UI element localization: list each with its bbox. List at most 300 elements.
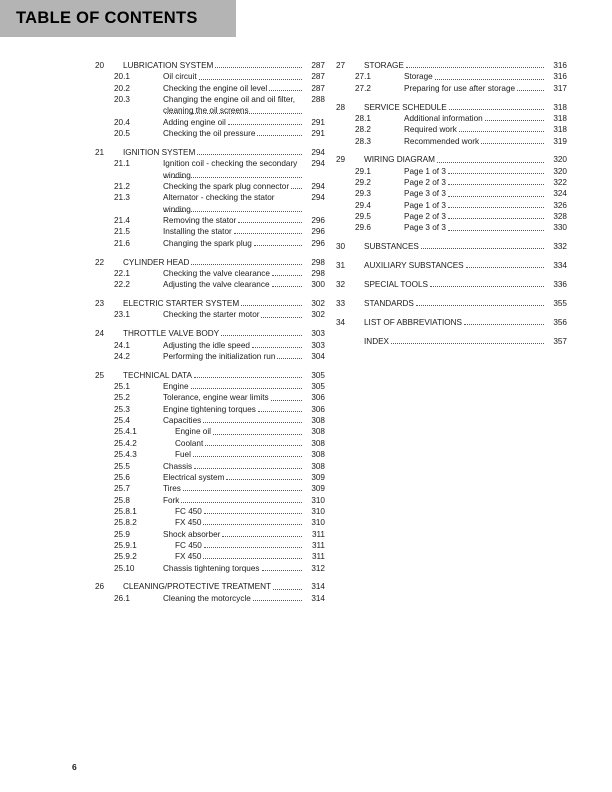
toc-entry-title: Adding engine oil <box>163 117 226 127</box>
toc-entry-title-wrap <box>163 128 303 139</box>
toc-entry-number: 29.6 <box>355 223 371 233</box>
toc-entry[interactable] <box>95 415 325 426</box>
dot-leader <box>199 71 302 82</box>
toc-entry-title: Checking the engine oil level <box>163 83 268 93</box>
toc-entry-number: 21.1 <box>114 159 130 169</box>
toc-entry-number: 20.2 <box>114 83 130 93</box>
toc-entry-title: Required work <box>404 125 457 135</box>
toc-entry-title: Page 3 of 3 <box>404 223 446 233</box>
toc-entry-number: 25.4.1 <box>114 427 137 437</box>
dot-leader <box>228 117 302 128</box>
toc-entry-title: Coolant <box>175 438 204 448</box>
toc-entry-title: Page 2 of 3 <box>404 212 446 222</box>
toc-entry-number: 22 <box>95 257 105 267</box>
dot-leader <box>181 495 302 506</box>
toc-entry[interactable] <box>95 495 325 506</box>
toc-entry[interactable] <box>95 449 325 460</box>
toc-entry-number: 25.3 <box>114 404 130 414</box>
toc-entry-number: 25.6 <box>114 472 130 482</box>
toc-entry[interactable] <box>95 581 325 592</box>
toc-entry-number: 27.1 <box>355 72 371 82</box>
toc-column-right <box>336 60 567 347</box>
dot-leader <box>435 71 544 82</box>
dot-leader <box>406 60 544 71</box>
toc-entry-number: 34 <box>336 317 346 327</box>
toc-entry-title: AUXILIARY SUBSTANCES <box>364 261 464 271</box>
toc-entry-page: 320 <box>553 166 567 176</box>
toc-entry-title-wrap <box>163 404 303 415</box>
toc-entry-page: 314 <box>311 593 325 603</box>
toc-entry-page: 311 <box>311 552 325 562</box>
dot-leader <box>485 113 544 124</box>
toc-entry[interactable] <box>95 370 325 381</box>
toc-entry-title: ELECTRIC STARTER SYSTEM <box>123 299 240 309</box>
toc-entry[interactable] <box>336 211 567 222</box>
toc-entry[interactable] <box>95 351 325 362</box>
toc-entry-page: 302 <box>311 310 325 320</box>
toc-entry-number: 21.6 <box>114 238 130 248</box>
toc-entry[interactable] <box>336 154 567 165</box>
dot-leader <box>221 328 302 339</box>
toc-entry-title: Additional information <box>404 113 483 123</box>
toc-entry[interactable] <box>95 298 325 309</box>
toc-entry[interactable] <box>95 563 325 574</box>
toc-entry-number: 25.7 <box>114 484 130 494</box>
dot-leader <box>517 83 544 94</box>
toc-entry-number: 29 <box>336 155 346 165</box>
toc-entry-title-wrap <box>404 200 545 211</box>
toc-entry-page: 287 <box>311 61 325 70</box>
toc-entry-page: 322 <box>553 178 567 188</box>
toc-entry-title: SUBSTANCES <box>364 242 419 252</box>
toc-entry-number: 24.1 <box>114 340 130 350</box>
toc-entry[interactable] <box>336 71 567 82</box>
toc-entry-title-wrap <box>163 483 303 494</box>
toc-entry-number: 20.1 <box>114 72 130 82</box>
toc-entry-title: SPECIAL TOOLS <box>364 280 429 289</box>
toc-entry-title: LUBRICATION SYSTEM <box>123 61 214 70</box>
toc-entry-page: 291 <box>311 117 325 127</box>
toc-entry-page: 308 <box>311 450 325 460</box>
toc-entry[interactable] <box>336 60 567 71</box>
dot-leader <box>449 102 544 113</box>
toc-entry[interactable] <box>95 181 325 192</box>
toc-entry-number: 25.10 <box>114 563 135 573</box>
toc-entry-number: 29.5 <box>355 212 371 222</box>
dot-leader <box>291 181 302 192</box>
toc-entry-number: 33 <box>336 298 346 308</box>
toc-entry[interactable] <box>336 317 567 328</box>
toc-entry[interactable] <box>336 166 567 177</box>
toc-entry[interactable] <box>336 298 567 309</box>
toc-entry-page: 328 <box>553 212 567 222</box>
toc-entry-title: Tolerance, engine wear limits <box>163 393 269 403</box>
dot-leader <box>203 551 302 562</box>
toc-entry-title-wrap <box>163 495 303 506</box>
toc-entry-title-wrap <box>163 551 303 562</box>
toc-entry-title: Installing the stator <box>163 227 232 237</box>
toc-entry-title-wrap <box>163 215 303 226</box>
toc-entry-page: 306 <box>311 393 325 403</box>
toc-entry[interactable] <box>95 192 325 215</box>
toc-entry[interactable] <box>95 158 325 181</box>
toc-entry-title-wrap <box>123 147 303 158</box>
dot-leader <box>261 309 302 320</box>
toc-entry-title-wrap <box>163 563 303 574</box>
toc-entry-number: 27.2 <box>355 83 371 93</box>
toc-entry-title-wrap <box>163 192 303 215</box>
toc-entry-title-wrap <box>404 177 545 188</box>
toc-entry-title: WIRING DIAGRAM <box>364 155 435 165</box>
toc-entry-title: Capacities <box>163 416 202 426</box>
dot-leader <box>391 336 544 347</box>
dot-leader <box>269 83 302 94</box>
toc-entry[interactable] <box>95 551 325 562</box>
toc-entry-title: Performing the initialization run <box>163 351 276 361</box>
dot-leader <box>273 581 302 592</box>
dot-leader <box>226 472 302 483</box>
toc-entry[interactable] <box>95 461 325 472</box>
toc-entry-number: 20.5 <box>114 129 130 139</box>
toc-entry-title: Page 1 of 3 <box>404 166 446 176</box>
toc-entry-title-wrap <box>404 188 545 199</box>
toc-entry-title-wrap <box>404 71 545 82</box>
toc-entry-title-wrap <box>163 279 303 290</box>
toc-entry-title: INDEX <box>364 336 390 346</box>
toc-entry[interactable] <box>336 188 567 199</box>
toc-entry-page: 317 <box>553 83 567 93</box>
toc-entry-page: 316 <box>553 72 567 82</box>
toc-entry-number: 25.5 <box>114 461 130 471</box>
toc-entry-title-wrap <box>163 268 303 279</box>
toc-entry-page: 310 <box>311 518 325 528</box>
toc-entry[interactable] <box>336 241 567 252</box>
toc-entry[interactable] <box>336 336 567 347</box>
toc-entry-page: 357 <box>553 336 567 346</box>
toc-entry-page: 308 <box>311 438 325 448</box>
toc-entry[interactable] <box>95 268 325 279</box>
toc-entry[interactable] <box>95 483 325 494</box>
toc-entry-page: 305 <box>311 382 325 392</box>
dot-leader <box>241 298 302 309</box>
toc-entry-title: Page 3 of 3 <box>404 189 446 199</box>
toc-entry-number: 30 <box>336 242 346 252</box>
toc-entry-number: 22.2 <box>114 280 130 290</box>
dot-leader <box>430 279 544 290</box>
toc-entry-number: 21.5 <box>114 227 130 237</box>
toc-entry-title-wrap <box>163 529 303 540</box>
toc-entry-title-wrap <box>163 517 303 528</box>
toc-entry[interactable] <box>95 226 325 237</box>
toc-entry-page: 294 <box>311 159 325 169</box>
toc-entry-title-wrap <box>404 222 545 233</box>
toc-entry-title: CLEANING/PROTECTIVE TREATMENT <box>123 582 271 592</box>
toc-entry-title-wrap <box>364 260 545 271</box>
dot-leader <box>459 124 544 135</box>
toc-entry-title-wrap <box>163 540 303 551</box>
toc-entry[interactable] <box>95 340 325 351</box>
toc-entry-title: Fork <box>163 495 180 505</box>
dot-leader <box>277 351 302 362</box>
toc-entry-page: 306 <box>311 404 325 414</box>
toc-entry-title: Changing the engine oil and oil filter, cleaning the oil screens <box>163 95 296 116</box>
toc-entry-title: Recommended work <box>404 136 480 146</box>
toc-entry[interactable] <box>95 71 325 82</box>
toc-entry[interactable] <box>95 593 325 604</box>
toc-entry-title-wrap <box>364 336 545 347</box>
toc-entry-page: 314 <box>311 582 325 592</box>
toc-entry-title-wrap <box>163 83 303 94</box>
toc-entry-page: 320 <box>553 155 567 165</box>
toc-entry-number: 25.4.3 <box>114 450 137 460</box>
toc-entry-number: 20 <box>95 61 105 70</box>
toc-entry-title: Checking the valve clearance <box>163 268 270 278</box>
toc-entry-page: 316 <box>553 61 567 70</box>
toc-entry[interactable] <box>95 147 325 158</box>
toc-entry[interactable] <box>95 94 325 117</box>
toc-entry-number: 27 <box>336 61 346 70</box>
toc-entry-title: Checking the oil pressure <box>163 129 256 139</box>
toc-entry-title: STORAGE <box>364 61 404 70</box>
toc-entry-title-wrap <box>163 593 303 604</box>
toc-entry[interactable] <box>95 472 325 483</box>
toc-entry-title: Fuel <box>175 450 191 460</box>
toc-entry-title: Oil circuit <box>163 72 197 82</box>
toc-entry-number: 21.2 <box>114 181 130 191</box>
toc-entry-number: 21.4 <box>114 215 130 225</box>
toc-entry-title-wrap <box>163 158 303 181</box>
toc-entry-title: Chassis <box>163 461 193 471</box>
toc-entry-page: 355 <box>553 298 567 308</box>
toc-entry-title-wrap <box>123 298 303 309</box>
toc-entry[interactable] <box>95 279 325 290</box>
toc-entry-title-wrap <box>364 241 545 252</box>
toc-entry-title-wrap <box>163 181 303 192</box>
toc-entry-number: 25.8 <box>114 495 130 505</box>
toc-entry[interactable] <box>336 113 567 124</box>
toc-entry-title-wrap <box>163 415 303 426</box>
toc-entry-page: 303 <box>311 340 325 350</box>
toc-entry[interactable] <box>95 83 325 94</box>
toc-entry-page: 318 <box>553 102 567 112</box>
toc-entry[interactable] <box>95 381 325 392</box>
toc-entry[interactable] <box>95 128 325 139</box>
toc-entry-title-wrap <box>364 60 545 71</box>
toc-entry-page: 291 <box>311 129 325 139</box>
toc-entry-title-wrap <box>123 328 303 339</box>
toc-entry-title-wrap <box>404 113 545 124</box>
toc-entry-title: Cleaning the motorcycle <box>163 593 251 603</box>
toc-entry-page: 356 <box>553 317 567 327</box>
toc-entry[interactable] <box>336 177 567 188</box>
toc-entry[interactable] <box>336 136 567 147</box>
toc-entry[interactable] <box>95 517 325 528</box>
toc-entry-number: 25.8.1 <box>114 506 137 516</box>
toc-entry-page: 309 <box>311 484 325 494</box>
toc-entry-page: 294 <box>311 193 325 203</box>
toc-entry-title: Preparing for use after storage <box>404 83 516 93</box>
toc-entry-number: 29.1 <box>355 166 371 176</box>
dot-leader <box>215 60 302 71</box>
toc-entry-page: 308 <box>311 427 325 437</box>
toc-entry-title-wrap <box>364 317 545 328</box>
toc-entry-title-wrap <box>163 238 303 249</box>
toc-entry-page: 296 <box>311 227 325 237</box>
toc-entry-number: 23 <box>95 299 105 309</box>
toc-entry-number: 28.3 <box>355 136 371 146</box>
page-title: TABLE OF CONTENTS <box>16 9 198 27</box>
toc-entry-title: Tires <box>163 484 181 494</box>
toc-entry-title: SERVICE SCHEDULE <box>364 102 447 112</box>
toc-entry-title: Page 1 of 3 <box>404 200 446 210</box>
toc-entry-page: 311 <box>311 529 325 539</box>
toc-entry-title-wrap <box>163 309 303 320</box>
toc-entry-page: 296 <box>311 238 325 248</box>
toc-entry-title: Electrical system <box>163 472 225 482</box>
toc-entry-page: 336 <box>553 280 567 289</box>
toc-entry[interactable] <box>95 529 325 540</box>
toc-entry-title-wrap <box>123 257 303 268</box>
toc-entry-title-wrap <box>163 438 303 449</box>
toc-entry-title: Page 2 of 3 <box>404 178 446 188</box>
toc-entry-number: 29.4 <box>355 200 371 210</box>
toc-entry-page: 326 <box>553 200 567 210</box>
toc-entry-title-wrap <box>364 279 545 290</box>
dot-leader <box>464 317 544 328</box>
toc-entry-number: 25.1 <box>114 382 130 392</box>
toc-entry-title-wrap <box>163 94 303 117</box>
toc-entry-title: FX 450 <box>175 518 202 528</box>
dot-leader <box>448 177 544 188</box>
toc-entry[interactable] <box>336 222 567 233</box>
toc-entry-page: 298 <box>311 257 325 267</box>
toc-entry-title: Ignition coil - checking the secondary winding <box>163 159 298 180</box>
dot-leader <box>257 128 302 139</box>
toc-entry[interactable] <box>336 279 567 290</box>
toc-entry[interactable] <box>95 506 325 517</box>
toc-entry-number: 21 <box>95 147 105 157</box>
toc-entry-title: Engine <box>163 382 189 392</box>
toc-entry-page: 330 <box>553 223 567 233</box>
toc-entry[interactable] <box>95 215 325 226</box>
toc-entry-title: Engine tightening torques <box>163 404 256 414</box>
toc-entry[interactable] <box>95 426 325 437</box>
toc-entry-page: 318 <box>553 125 567 135</box>
toc-entry-title: LIST OF ABBREVIATIONS <box>364 317 462 327</box>
toc-entry-title: Storage <box>404 72 433 82</box>
footer-page-number: 6 <box>72 762 77 772</box>
toc-entry-page: 294 <box>311 181 325 191</box>
toc-entry-title: Removing the stator <box>163 215 237 225</box>
toc-entry[interactable] <box>95 117 325 128</box>
toc-entry-page: 318 <box>553 113 567 123</box>
toc-entry[interactable] <box>336 102 567 113</box>
dot-leader <box>183 483 302 494</box>
toc-entry[interactable] <box>95 392 325 403</box>
toc-entry-page: 305 <box>311 370 325 380</box>
toc-entry-title: Adjusting the valve clearance <box>163 280 270 290</box>
toc-entry-title-wrap <box>404 166 545 177</box>
toc-entry-number: 25.9.2 <box>114 552 137 562</box>
toc-entry-title-wrap <box>163 351 303 362</box>
toc-entry-title: TECHNICAL DATA <box>123 370 192 380</box>
dot-leader <box>258 404 302 415</box>
toc-entry-page: 319 <box>553 136 567 146</box>
toc-entry[interactable] <box>95 238 325 249</box>
toc-entry-number: 25.9 <box>114 529 130 539</box>
toc-entry-number: 21.3 <box>114 193 130 203</box>
toc-entry-title-wrap <box>364 102 545 113</box>
toc-entry-page: 288 <box>311 95 325 105</box>
toc-entry[interactable] <box>336 200 567 211</box>
toc-entry[interactable] <box>95 328 325 339</box>
toc-entry[interactable] <box>95 404 325 415</box>
toc-entry-number: 25 <box>95 370 105 380</box>
toc-entry-number: 24.2 <box>114 351 130 361</box>
toc-entry-title: THROTTLE VALVE BODY <box>123 329 220 339</box>
dot-leader <box>271 392 302 403</box>
toc-entry[interactable] <box>95 540 325 551</box>
dot-leader <box>448 166 544 177</box>
toc-entry[interactable] <box>95 257 325 268</box>
toc-entry-title-wrap <box>163 472 303 483</box>
dot-leader <box>262 563 303 574</box>
toc-entry-number: 26 <box>95 582 105 592</box>
toc-entry-title-wrap <box>163 340 303 351</box>
toc-entry[interactable] <box>336 83 567 94</box>
toc-entry-number: 25.2 <box>114 393 130 403</box>
toc-entry-title: Checking the spark plug connector <box>163 181 290 191</box>
toc-entry[interactable] <box>95 60 325 71</box>
toc-entry-number: 29.3 <box>355 189 371 199</box>
dot-leader <box>205 438 302 449</box>
dot-leader <box>421 241 544 252</box>
toc-entry-page: 302 <box>311 299 325 309</box>
toc-entry-title-wrap <box>123 581 303 592</box>
toc-entry-title-wrap <box>163 426 303 437</box>
toc-entry-title: IGNITION SYSTEM <box>123 147 196 157</box>
toc-entry[interactable] <box>336 124 567 135</box>
dot-leader <box>191 381 303 392</box>
toc-entry-number: 25.4 <box>114 416 130 426</box>
toc-entry-title: FX 450 <box>175 552 202 562</box>
toc-entry-title-wrap <box>364 298 545 309</box>
toc-entry-page: 310 <box>311 506 325 516</box>
toc-entry-title-wrap <box>163 226 303 237</box>
toc-entry[interactable] <box>95 309 325 320</box>
toc-entry-title: Checking the starter motor <box>163 310 260 320</box>
dot-leader <box>448 222 544 233</box>
dot-leader <box>448 200 544 211</box>
dot-leader <box>204 506 302 517</box>
dot-leader <box>203 517 302 528</box>
toc-entry-title: CYLINDER HEAD <box>123 257 190 267</box>
toc-entry[interactable] <box>336 260 567 271</box>
dot-leader <box>204 540 302 551</box>
toc-entry-page: 308 <box>311 416 325 426</box>
dot-leader <box>197 147 302 158</box>
toc-entry-page: 308 <box>311 461 325 471</box>
dot-leader <box>234 226 302 237</box>
toc-entry-title: Changing the spark plug <box>163 238 252 248</box>
toc-entry-title: Alternator - checking the stator winding <box>163 193 275 214</box>
toc-entry-title-wrap <box>163 461 303 472</box>
toc-entry-title: Engine oil <box>175 427 211 437</box>
toc-entry-title: STANDARDS <box>364 298 414 308</box>
toc-entry[interactable] <box>95 438 325 449</box>
toc-entry-title-wrap <box>163 392 303 403</box>
dot-leader <box>252 340 302 351</box>
